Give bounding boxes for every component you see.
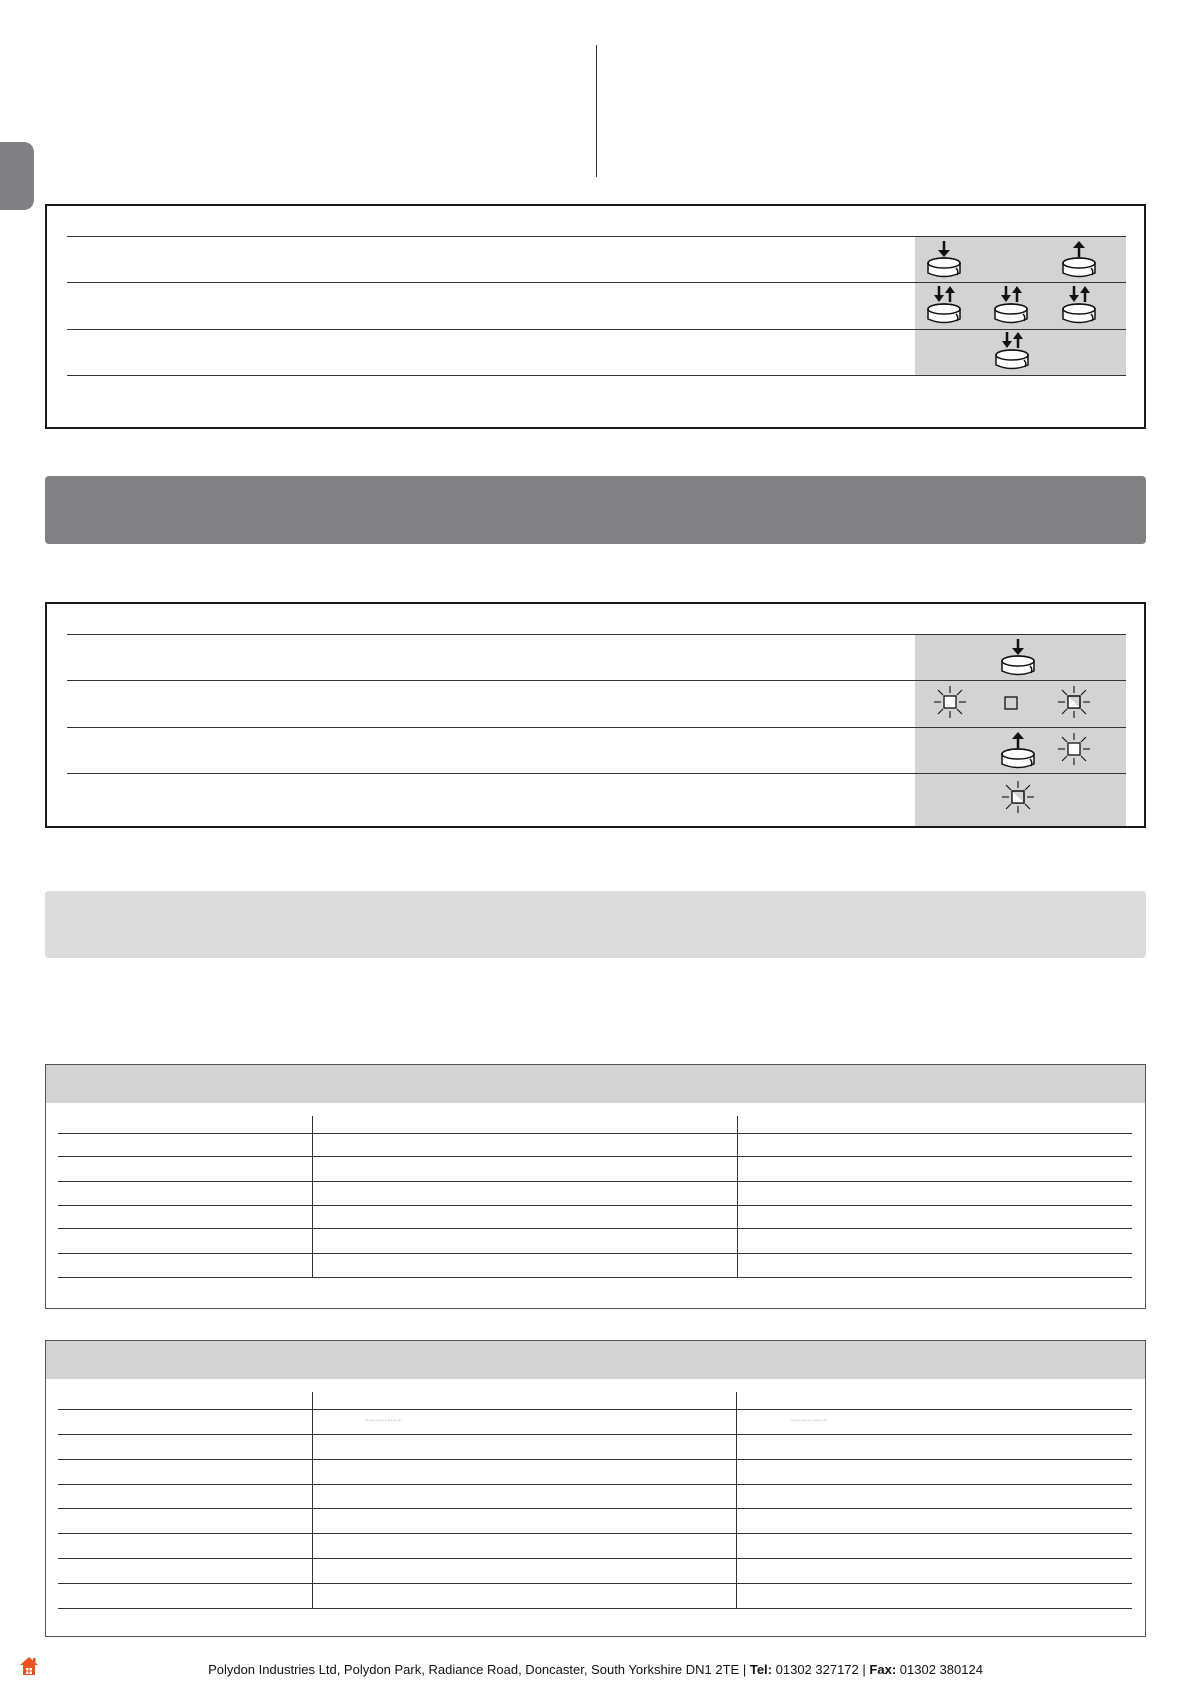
table-2-row-rule bbox=[58, 1608, 1132, 1609]
footer-fax-label: Fax: bbox=[869, 1662, 897, 1677]
note-banner bbox=[45, 891, 1146, 958]
footer-separator: | bbox=[862, 1662, 866, 1677]
table-2-small-note: •••••••••••• ••••• ••• bbox=[365, 1418, 403, 1422]
procedure-2-rule bbox=[67, 773, 1126, 774]
table-1-row-rule bbox=[58, 1133, 1132, 1134]
procedure-1-rule bbox=[67, 375, 1126, 376]
button-release-icon bbox=[1061, 240, 1097, 280]
table-1-row-rule bbox=[58, 1228, 1132, 1229]
led-flashing-icon bbox=[1058, 733, 1090, 765]
button-press-release-icon bbox=[926, 285, 962, 326]
specification-table-2 bbox=[45, 1340, 1146, 1637]
button-press-release-icon bbox=[993, 285, 1029, 326]
footer-tel-label: Tel: bbox=[749, 1662, 772, 1677]
procedure-1-rule bbox=[67, 329, 1126, 330]
table-2-header bbox=[46, 1341, 1145, 1379]
button-press-icon bbox=[926, 240, 962, 280]
procedure-1-rule bbox=[67, 282, 1126, 283]
table-2-small-note: •••••••••••• ••••• ••• bbox=[790, 1418, 828, 1422]
table-2-row-rule bbox=[58, 1533, 1132, 1534]
table-2-row-rule bbox=[58, 1508, 1132, 1509]
table-2-row-rule bbox=[58, 1409, 1132, 1410]
section-tab bbox=[0, 142, 34, 210]
section-heading-banner bbox=[45, 476, 1146, 544]
procedure-2-rule bbox=[67, 680, 1126, 681]
table-2-row-rule bbox=[58, 1583, 1132, 1584]
led-off-icon bbox=[1004, 696, 1018, 710]
footer-address: Polydon Industries Ltd, Polydon Park, Radiance Road, Doncaster, South Yorkshire DN1 2TE bbox=[208, 1662, 740, 1677]
button-press-release-icon bbox=[994, 331, 1030, 372]
table-2-column-divider bbox=[736, 1392, 737, 1608]
column-divider bbox=[596, 45, 597, 177]
table-1-row-rule bbox=[58, 1253, 1132, 1254]
footer-tel-value: 01302 327172 bbox=[775, 1662, 859, 1677]
table-2-row-rule bbox=[58, 1434, 1132, 1435]
procedure-2-rule bbox=[67, 634, 1126, 635]
table-1-row-rule bbox=[58, 1277, 1132, 1278]
table-1-row-rule bbox=[58, 1205, 1132, 1206]
led-flashing-icon bbox=[934, 686, 966, 718]
procedure-2-rule bbox=[67, 727, 1126, 728]
led-on-icon bbox=[1058, 686, 1090, 718]
table-2-row-rule bbox=[58, 1558, 1132, 1559]
footer-separator: | bbox=[742, 1662, 747, 1677]
table-2-row-rule bbox=[58, 1459, 1132, 1460]
table-2-column-divider bbox=[312, 1392, 313, 1608]
table-1-row-rule bbox=[58, 1156, 1132, 1157]
table-1-row-rule bbox=[58, 1181, 1132, 1182]
button-release-icon bbox=[1000, 731, 1036, 771]
table-1-header bbox=[46, 1065, 1145, 1103]
footer-fax-value: 01302 380124 bbox=[899, 1662, 983, 1677]
footer-contact bbox=[0, 1662, 1191, 1677]
led-on-icon bbox=[1002, 781, 1034, 813]
button-press-release-icon bbox=[1061, 285, 1097, 326]
procedure-1-rule bbox=[67, 236, 1126, 237]
button-press-icon bbox=[1000, 638, 1036, 678]
table-2-row-rule bbox=[58, 1484, 1132, 1485]
